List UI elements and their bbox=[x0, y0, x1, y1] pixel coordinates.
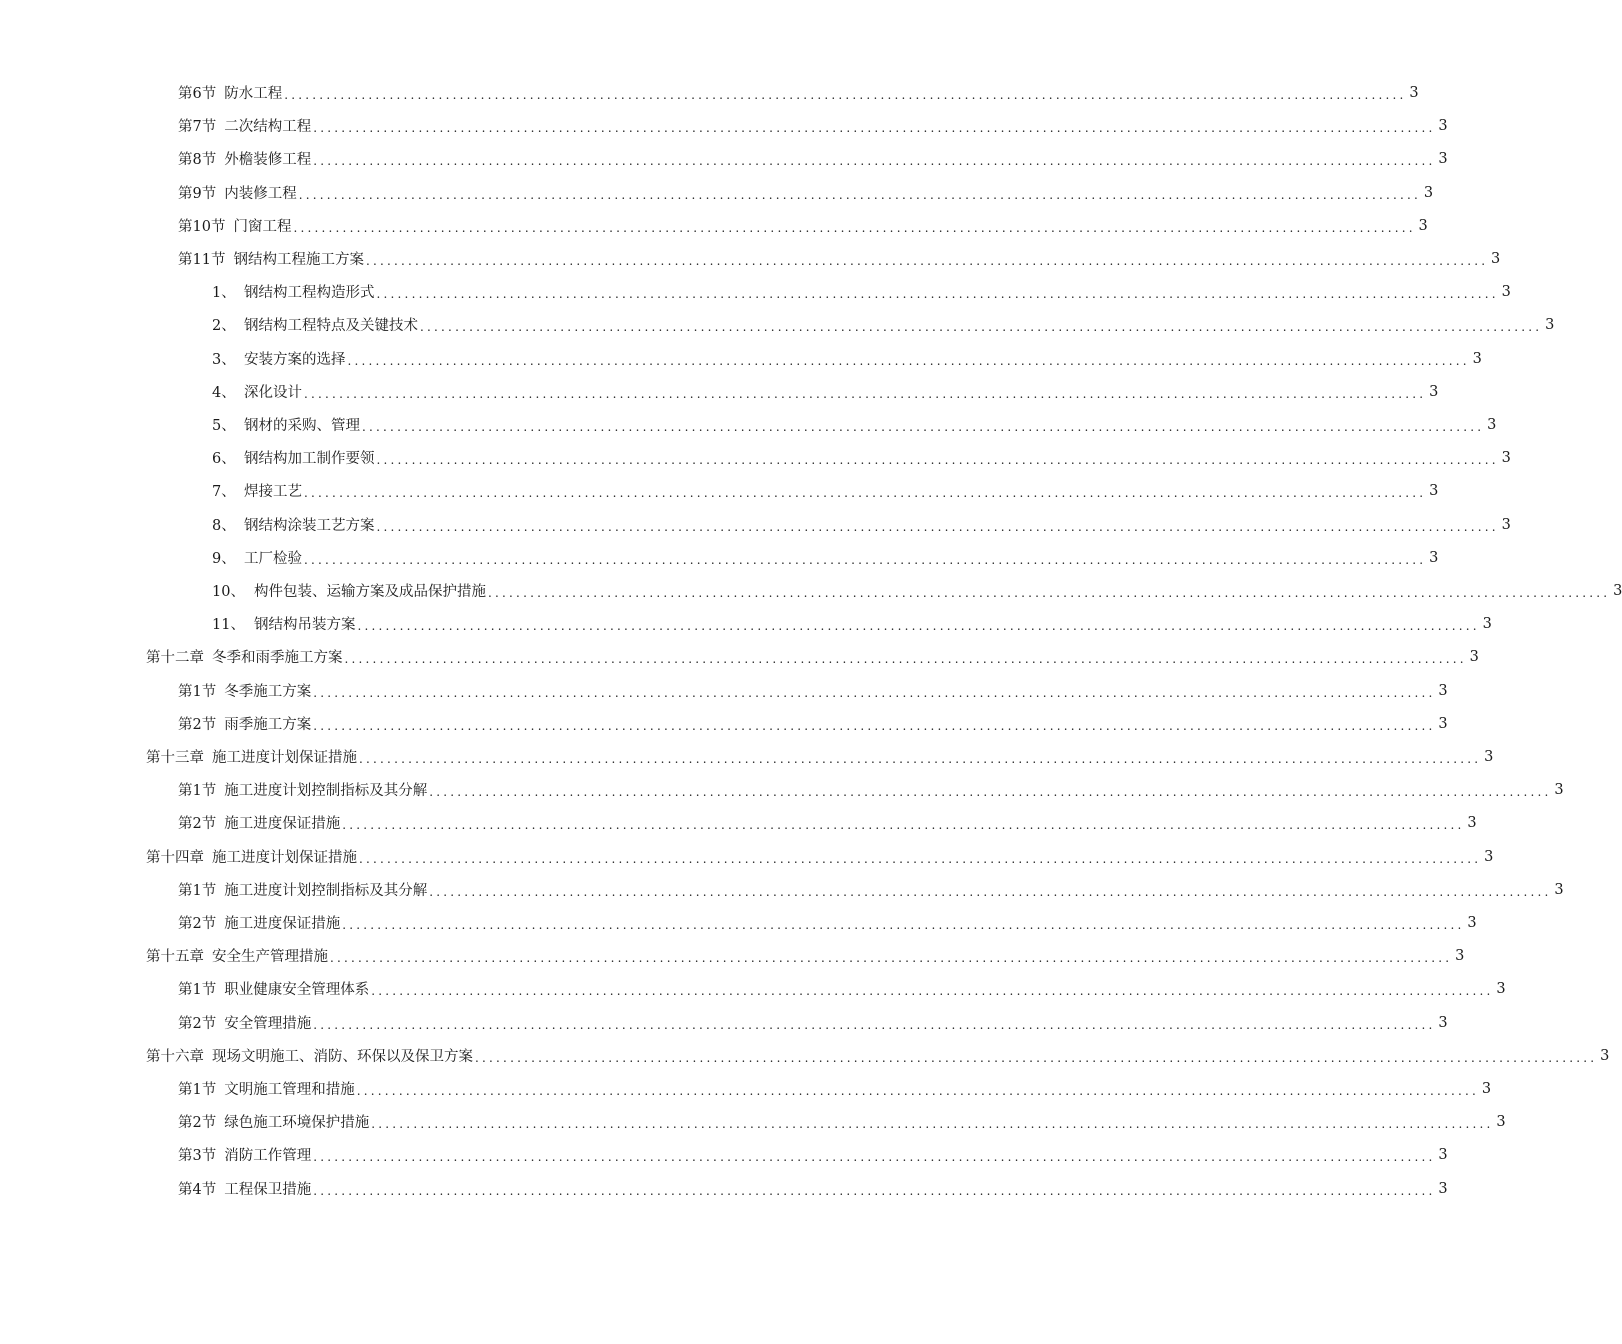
toc-dot-leader: ................................................................................................................................................................ bbox=[330, 950, 1453, 965]
toc-entry-title: 施工进度保证措施 bbox=[224, 916, 341, 932]
toc-chapter-entry[interactable] bbox=[146, 1039, 1610, 1072]
toc-entry-title: 构件包装、运输方案及成品保护措施 bbox=[254, 584, 486, 600]
toc-entry-number: 第8节 bbox=[178, 152, 217, 168]
toc-subsection-entry[interactable] bbox=[212, 541, 1439, 574]
toc-page-number: 3 bbox=[1501, 516, 1511, 533]
toc-entry-title: 钢结构工程特点及关键技术 bbox=[244, 318, 418, 334]
toc-dot-leader: ................................................................................................................................................................ bbox=[475, 1050, 1598, 1065]
toc-page-number: 3 bbox=[1472, 350, 1482, 367]
toc-page-number: 3 bbox=[1484, 848, 1494, 865]
toc-dot-leader: ................................................................................................................................................................ bbox=[365, 253, 1489, 268]
toc-entry-title: 绿色施工环境保护措施 bbox=[224, 1115, 370, 1131]
toc-page-number: 3 bbox=[1491, 250, 1501, 267]
toc-entry-number: 10、 bbox=[212, 584, 245, 600]
toc-subsection-entry[interactable] bbox=[212, 474, 1439, 507]
toc-entry-number: 第4节 bbox=[178, 1182, 217, 1198]
toc-page-number: 3 bbox=[1438, 1014, 1448, 1031]
toc-entry-number: 8、 bbox=[212, 518, 236, 534]
toc-page-number: 3 bbox=[1481, 1080, 1492, 1097]
toc-dot-leader: ................................................................................................................................................................ bbox=[342, 817, 1465, 832]
toc-page-number: 3 bbox=[1438, 150, 1448, 167]
toc-page-number: 3 bbox=[1438, 117, 1448, 134]
toc-dot-leader: ................................................................................................................................................................ bbox=[313, 120, 1436, 135]
toc-entry-title: 施工进度计划控制指标及其分解 bbox=[224, 883, 428, 899]
toc-dot-leader: ................................................................................................................................................................ bbox=[371, 1116, 1494, 1131]
toc-page-number: 3 bbox=[1467, 814, 1477, 831]
toc-dot-leader: ................................................................................................................................................................ bbox=[298, 187, 1422, 202]
toc-dot-leader: ................................................................................................................................................................ bbox=[313, 685, 1436, 700]
toc-entry-number: 第10节 bbox=[178, 219, 226, 235]
toc-section-entry[interactable] bbox=[178, 142, 1448, 175]
toc-page-number: 3 bbox=[1554, 881, 1564, 898]
toc-page-number: 3 bbox=[1501, 449, 1511, 466]
toc-entry-title: 钢结构加工制作要领 bbox=[244, 451, 375, 467]
toc-entry-number: 第6节 bbox=[178, 86, 217, 102]
toc-entry-title: 深化设计 bbox=[244, 385, 302, 401]
toc-entry-title: 雨季施工方案 bbox=[224, 717, 312, 733]
toc-page-number: 3 bbox=[1496, 1113, 1506, 1130]
toc-entry-title: 外檐装修工程 bbox=[224, 152, 312, 168]
toc-entry-number: 第3节 bbox=[178, 1148, 217, 1164]
toc-page-number: 3 bbox=[1482, 615, 1492, 632]
toc-entry-title: 钢结构工程构造形式 bbox=[244, 285, 375, 301]
toc-page-number: 3 bbox=[1438, 715, 1448, 732]
toc-dot-leader: ................................................................................................................................................................ bbox=[429, 884, 1552, 899]
toc-dot-leader: ................................................................................................................................................................ bbox=[293, 220, 1416, 235]
toc-dot-leader: ................................................................................................................................................................ bbox=[304, 485, 1427, 500]
toc-entry-number: 第1节 bbox=[178, 684, 217, 700]
toc-subsection-entry[interactable] bbox=[212, 574, 1622, 607]
toc-entry-title: 施工进度保证措施 bbox=[224, 816, 341, 832]
toc-section-entry[interactable] bbox=[178, 707, 1448, 740]
toc-subsection-entry[interactable] bbox=[212, 607, 1492, 640]
toc-page-number: 3 bbox=[1484, 748, 1494, 765]
toc-section-entry[interactable] bbox=[178, 906, 1477, 939]
toc-dot-leader: ................................................................................................................................................................ bbox=[429, 784, 1552, 799]
toc-entry-number: 第9节 bbox=[178, 186, 217, 202]
toc-chapter-entry[interactable] bbox=[146, 939, 1465, 972]
toc-page-number: 3 bbox=[1429, 383, 1439, 400]
toc-entry-title: 钢结构吊装方案 bbox=[254, 617, 356, 633]
toc-entry-title: 钢结构工程施工方案 bbox=[233, 252, 364, 268]
toc-dot-leader: ................................................................................................................................................................ bbox=[313, 1017, 1436, 1032]
toc-entry-title: 钢材的采购、管理 bbox=[244, 418, 360, 434]
toc-entry-number: 第十三章 bbox=[146, 750, 204, 766]
toc-section-entry[interactable] bbox=[178, 1006, 1448, 1039]
toc-entry-title: 文明施工管理和措施 bbox=[224, 1082, 355, 1098]
toc-section-entry[interactable] bbox=[178, 773, 1564, 806]
toc-section-entry[interactable] bbox=[178, 806, 1477, 839]
toc-dot-leader: ................................................................................................................................................................ bbox=[313, 1149, 1436, 1164]
toc-dot-leader: ................................................................................................................................................................ bbox=[313, 153, 1436, 168]
toc-dot-leader: ................................................................................................................................................................ bbox=[342, 917, 1465, 932]
toc-section-entry[interactable] bbox=[178, 209, 1428, 242]
toc-section-entry[interactable] bbox=[178, 76, 1419, 109]
toc-entry-title: 施工进度计划控制指标及其分解 bbox=[224, 783, 428, 799]
toc-page-number: 3 bbox=[1455, 947, 1465, 964]
toc-page-number: 3 bbox=[1496, 980, 1506, 997]
toc-page-number: 3 bbox=[1487, 416, 1497, 433]
toc-page-number: 3 bbox=[1545, 316, 1555, 333]
toc-entry-number: 第1节 bbox=[178, 982, 217, 998]
toc-dot-leader: ................................................................................................................................................................ bbox=[344, 651, 1467, 666]
toc-page-number: 3 bbox=[1501, 283, 1511, 300]
toc-subsection-entry[interactable] bbox=[212, 275, 1511, 308]
toc-page-number: 3 bbox=[1600, 1047, 1610, 1064]
toc-page-number: 3 bbox=[1438, 1146, 1448, 1163]
toc-entry-title: 施工进度计划保证措施 bbox=[212, 850, 357, 866]
toc-dot-leader: ................................................................................................................................................................ bbox=[304, 386, 1427, 401]
toc-entry-number: 第2节 bbox=[178, 1115, 217, 1131]
toc-dot-leader: ................................................................................................................................................................ bbox=[284, 87, 1407, 102]
toc-entry-number: 第十二章 bbox=[146, 650, 204, 666]
toc-subsection-entry[interactable] bbox=[212, 342, 1482, 375]
toc-dot-leader: ................................................................................................................................................................ bbox=[313, 718, 1436, 733]
toc-entry-title: 门窗工程 bbox=[233, 219, 292, 235]
toc-dot-leader: ................................................................................................................................................................ bbox=[357, 618, 1480, 633]
toc-entry-title: 安全生产管理措施 bbox=[212, 949, 328, 965]
toc-page-number: 3 bbox=[1554, 781, 1564, 798]
toc-dot-leader: ................................................................................................................................................................ bbox=[362, 419, 1485, 434]
toc-dot-leader: ................................................................................................................................................................ bbox=[356, 1083, 1480, 1098]
toc-entry-number: 2、 bbox=[212, 318, 236, 334]
toc-page-number: 3 bbox=[1467, 914, 1477, 931]
toc-dot-leader: ................................................................................................................................................................ bbox=[376, 286, 1499, 301]
toc-entry-title: 冬季和雨季施工方案 bbox=[212, 650, 343, 666]
toc-page-number: 3 bbox=[1429, 549, 1439, 566]
toc-entry-number: 3、 bbox=[212, 352, 236, 368]
toc-page-number: 3 bbox=[1469, 648, 1479, 665]
toc-entry-number: 第2节 bbox=[178, 916, 217, 932]
toc-page-number: 3 bbox=[1409, 84, 1419, 101]
toc-entry-number: 4、 bbox=[212, 385, 236, 401]
toc-entry-title: 现场文明施工、消防、环保以及保卫方案 bbox=[212, 1049, 473, 1065]
toc-dot-leader: ................................................................................................................................................................ bbox=[376, 452, 1499, 467]
toc-entry-number: 第1节 bbox=[178, 783, 217, 799]
toc-subsection-entry[interactable] bbox=[212, 308, 1555, 341]
toc-page-number: 3 bbox=[1438, 682, 1448, 699]
toc-entry-title: 消防工作管理 bbox=[224, 1148, 312, 1164]
toc-dot-leader: ................................................................................................................................................................ bbox=[359, 751, 1482, 766]
toc-dot-leader: ................................................................................................................................................................ bbox=[359, 851, 1482, 866]
toc-subsection-entry[interactable] bbox=[212, 508, 1511, 541]
toc-dot-leader: ................................................................................................................................................................ bbox=[313, 1183, 1436, 1198]
toc-page-number: 3 bbox=[1423, 184, 1434, 201]
toc-entry-title: 焊接工艺 bbox=[244, 484, 302, 500]
toc-page-number: 3 bbox=[1438, 1180, 1448, 1197]
toc-dot-leader: ................................................................................................................................................................ bbox=[488, 585, 1611, 600]
toc-entry-title: 内装修工程 bbox=[224, 186, 297, 202]
toc-dot-leader: ................................................................................................................................................................ bbox=[376, 519, 1499, 534]
toc-entry-number: 第7节 bbox=[178, 119, 217, 135]
toc-dot-leader: ................................................................................................................................................................ bbox=[371, 983, 1494, 998]
toc-entry-title: 安全管理措施 bbox=[224, 1016, 312, 1032]
toc-section-entry[interactable] bbox=[178, 873, 1564, 906]
toc-chapter-entry[interactable] bbox=[146, 740, 1494, 773]
toc-entry-number: 第十五章 bbox=[146, 949, 204, 965]
toc-section-entry[interactable] bbox=[178, 109, 1448, 142]
toc-entry-title: 安装方案的选择 bbox=[244, 352, 346, 368]
toc-subsection-entry[interactable] bbox=[212, 408, 1497, 441]
toc-entry-number: 第11节 bbox=[178, 252, 226, 268]
toc-chapter-entry[interactable] bbox=[146, 640, 1479, 673]
toc-entry-number: 9、 bbox=[212, 551, 236, 567]
toc-entry-title: 防水工程 bbox=[224, 86, 283, 102]
toc-dot-leader: ................................................................................................................................................................ bbox=[420, 319, 1543, 334]
toc-page-number: 3 bbox=[1613, 582, 1622, 599]
toc-entry-number: 第1节 bbox=[178, 1082, 217, 1098]
toc-section-entry[interactable] bbox=[178, 1172, 1448, 1205]
toc-dot-leader: ................................................................................................................................................................ bbox=[347, 353, 1470, 368]
toc-section-entry[interactable] bbox=[178, 242, 1501, 275]
toc-entry-title: 二次结构工程 bbox=[224, 119, 312, 135]
toc-entry-number: 第十六章 bbox=[146, 1049, 204, 1065]
toc-entry-number: 11、 bbox=[212, 617, 245, 633]
toc-subsection-entry[interactable] bbox=[212, 441, 1511, 474]
toc-dot-leader: ................................................................................................................................................................ bbox=[304, 552, 1427, 567]
toc-entry-number: 第2节 bbox=[178, 816, 217, 832]
toc-entry-title: 职业健康安全管理体系 bbox=[224, 982, 370, 998]
toc-entry-number: 7、 bbox=[212, 484, 236, 500]
toc-entry-number: 第十四章 bbox=[146, 850, 204, 866]
toc-section-entry[interactable] bbox=[178, 1072, 1492, 1105]
toc-entry-number: 6、 bbox=[212, 451, 236, 467]
toc-entry-number: 第1节 bbox=[178, 883, 217, 899]
toc-entry-title: 施工进度计划保证措施 bbox=[212, 750, 357, 766]
toc-entry-title: 工厂检验 bbox=[244, 551, 302, 567]
toc-section-entry[interactable] bbox=[178, 972, 1506, 1005]
toc-entry-title: 钢结构涂装工艺方案 bbox=[244, 518, 375, 534]
toc-entry-title: 冬季施工方案 bbox=[224, 684, 312, 700]
toc-entry-number: 1、 bbox=[212, 285, 236, 301]
toc-section-entry[interactable] bbox=[178, 674, 1448, 707]
toc-entry-number: 5、 bbox=[212, 418, 236, 434]
toc-page-number: 3 bbox=[1418, 217, 1428, 234]
toc-page-number: 3 bbox=[1429, 482, 1439, 499]
toc-section-entry[interactable] bbox=[178, 1105, 1506, 1138]
toc-entry-number: 第2节 bbox=[178, 1016, 217, 1032]
toc-section-entry[interactable] bbox=[178, 176, 1434, 209]
toc-subsection-entry[interactable] bbox=[212, 375, 1439, 408]
toc-section-entry[interactable] bbox=[178, 1138, 1448, 1171]
toc-entry-title: 工程保卫措施 bbox=[224, 1182, 312, 1198]
toc-entry-number: 第2节 bbox=[178, 717, 217, 733]
toc-chapter-entry[interactable] bbox=[146, 840, 1494, 873]
